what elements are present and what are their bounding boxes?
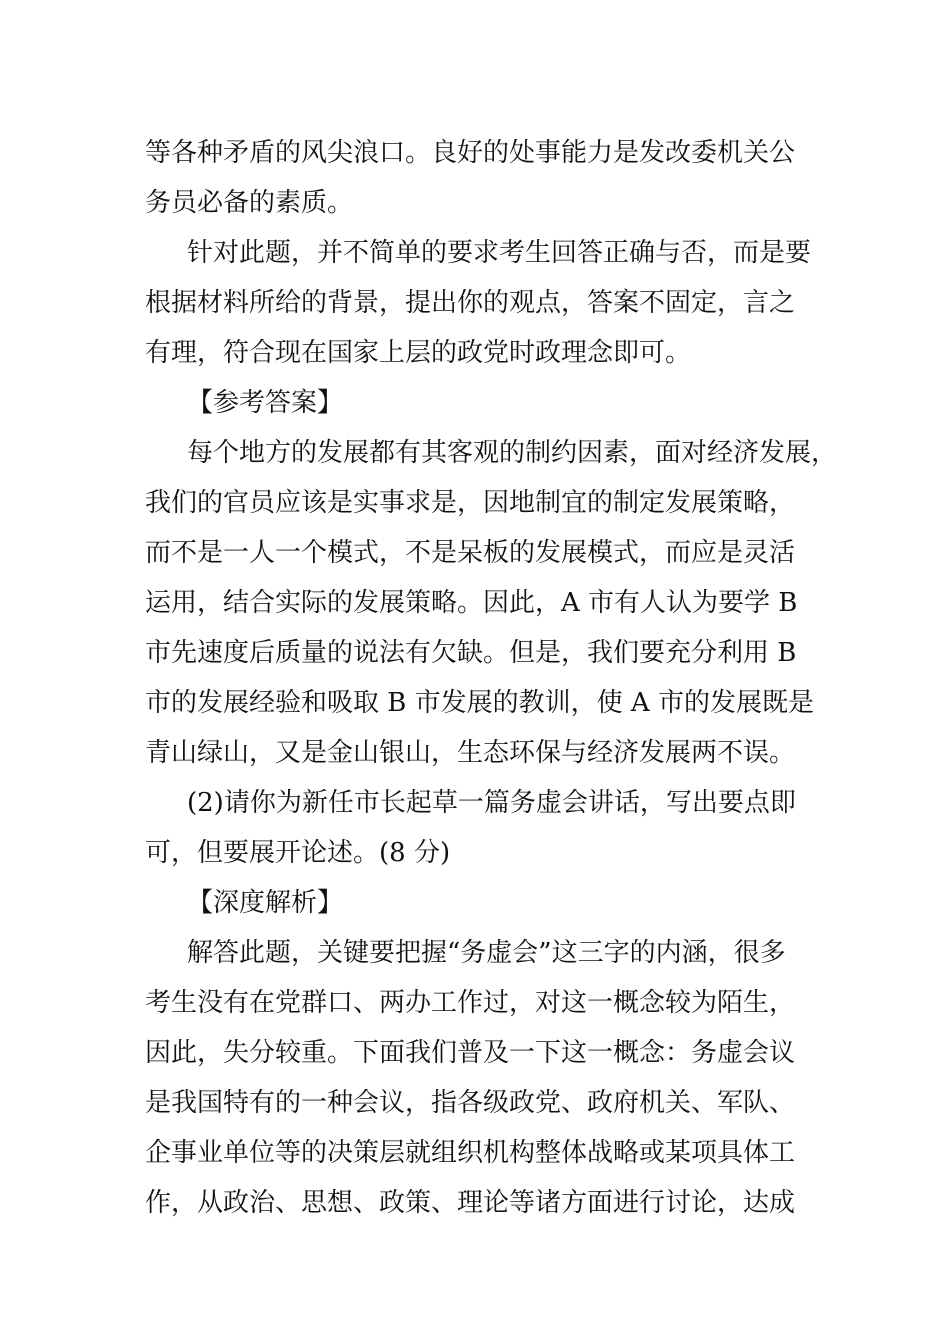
text-line: 企事业单位等的决策层就组织机构整体战略或某项具体工	[145, 1138, 796, 1168]
text-line: 我们的官员应该是实事求是，因地制宜的制定发展策略，	[145, 488, 796, 518]
text-line: 务员必备的素质。	[145, 188, 354, 218]
text-line: 有理，符合现在国家上层的政党时政理念即可。	[145, 338, 692, 368]
question-line: (2)请你为新任市长起草一篇务虚会讲话，写出要点即	[187, 788, 796, 818]
paragraph-start: 针对此题，并不简单的要求考生回答正确与否，而是要	[187, 238, 812, 268]
text-line: 作，从政治、思想、政策、理论等诸方面进行讨论，达成	[145, 1188, 796, 1218]
text-line: 而不是一人一个模式，不是呆板的发展模式，而应是灵活	[145, 538, 796, 568]
section-heading-analysis: 【深度解析】	[187, 888, 344, 918]
text-line: 青山绿山，又是金山银山，生态环保与经济发展两不误。	[145, 738, 796, 768]
text-line: 市先速度后质量的说法有欠缺。但是，我们要充分利用 B	[145, 638, 797, 668]
text-line: 根据材料所给的背景，提出你的观点，答案不固定，言之	[145, 288, 796, 318]
text-line: 可，但要展开论述。(8 分)	[145, 838, 451, 868]
document-body	[145, 128, 838, 1228]
section-heading-reference-answer: 【参考答案】	[187, 388, 344, 418]
text-line: 是我国特有的一种会议，指各级政党、政府机关、军队、	[145, 1088, 796, 1118]
paragraph-start: 每个地方的发展都有其客观的制约因素，面对经济发展，	[187, 438, 838, 468]
text-line: 等各种矛盾的风尖浪口。良好的处事能力是发改委机关公	[145, 138, 796, 168]
text-line: 运用，结合实际的发展策略。因此，A 市有人认为要学 B	[145, 588, 798, 618]
text-line: 因此，失分较重。下面我们普及一下这一概念：务虚会议	[145, 1038, 796, 1068]
text-line: 市的发展经验和吸取 B 市发展的教训，使 A 市的发展既是	[145, 688, 814, 718]
paragraph-start: 解答此题，关键要把握“务虚会”这三字的内涵，很多	[187, 938, 786, 968]
text-line: 考生没有在党群口、两办工作过，对这一概念较为陌生，	[145, 988, 796, 1018]
